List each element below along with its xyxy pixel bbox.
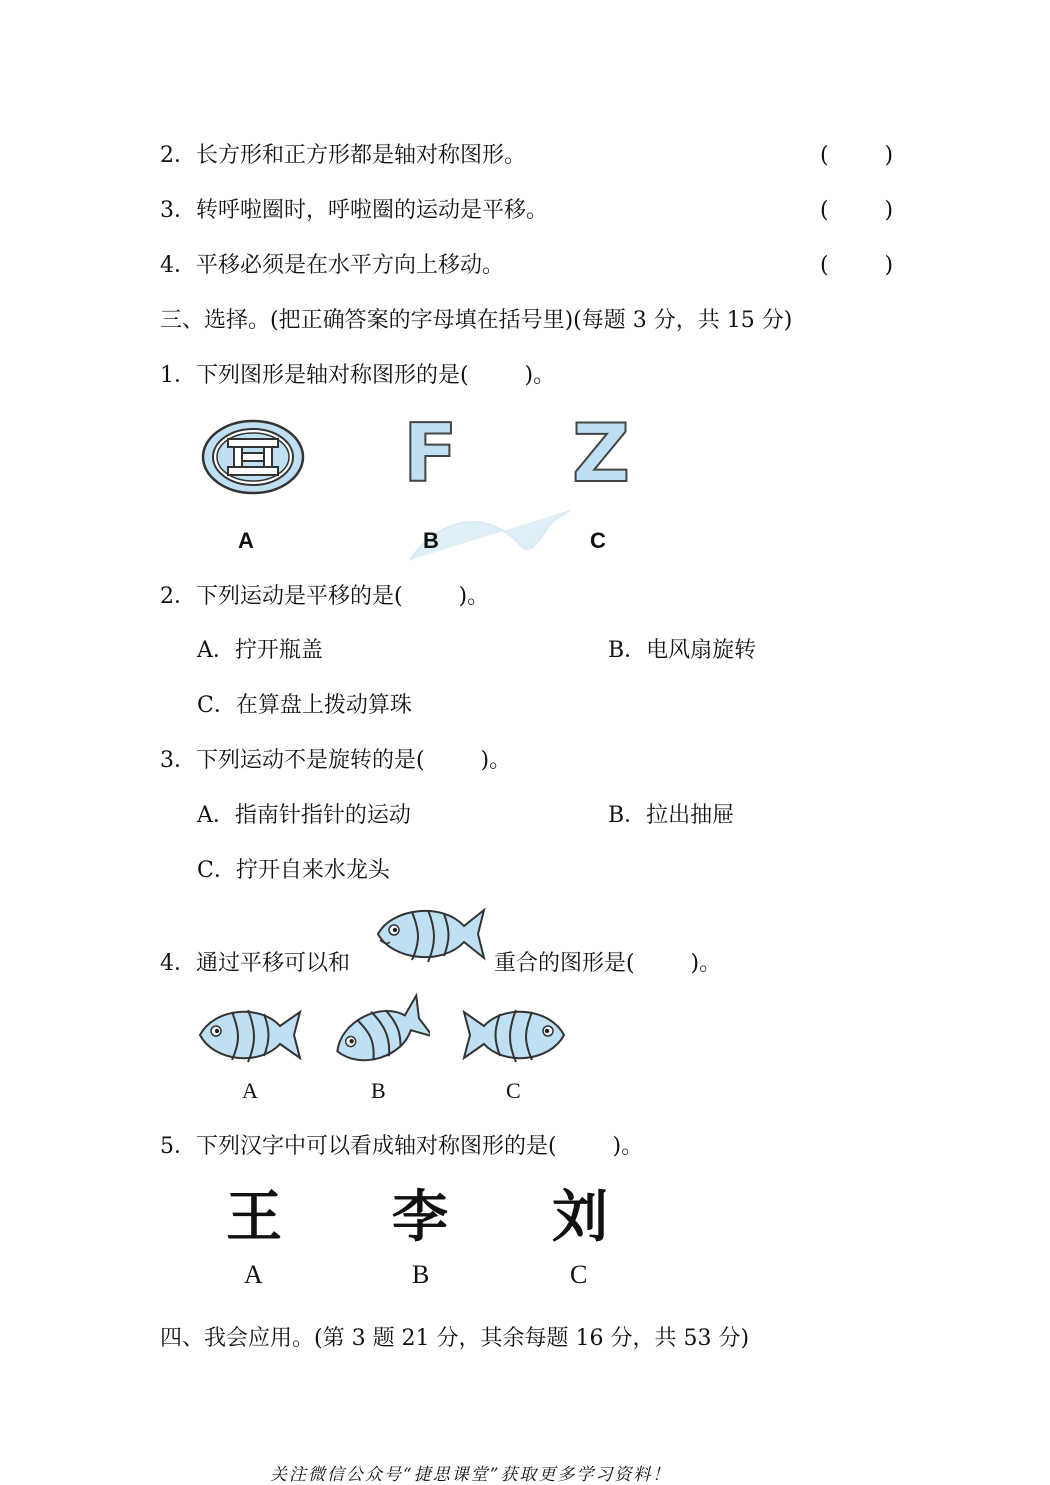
answer-bracket[interactable]: ( ) — [820, 143, 894, 168]
option-label-c: C — [570, 1260, 588, 1289]
answer-bracket[interactable]: ( ) — [820, 198, 894, 223]
option-label-a: A — [238, 528, 254, 553]
option-c: C．拧开自来水龙头 — [197, 858, 390, 883]
option-label-b: B — [371, 1078, 386, 1103]
hanzi-wang: 王 — [226, 1185, 282, 1250]
footer-note: 关注微信公众号“捷思课堂”获取更多学习资料！ — [270, 1465, 672, 1485]
question-4-part1: 4．通过平移可以和 — [160, 951, 350, 976]
question-1: 1．下列图形是轴对称图形的是( )。 — [160, 363, 556, 388]
fish-option-a-icon — [196, 1004, 304, 1066]
option-a: A．指南针指针的运动 — [197, 803, 411, 828]
hanzi-liu: 刘 — [552, 1185, 608, 1250]
question-3: 3．下列运动不是旋转的是( )。 — [160, 748, 512, 773]
option-b: B．电风扇旋转 — [608, 638, 757, 663]
option-a: A．拧开瓶盖 — [197, 638, 323, 663]
option-label-a: A — [242, 1078, 258, 1103]
fish-icon — [372, 902, 490, 966]
judge-item-4: 4．平移必须是在水平方向上移动。 — [160, 253, 504, 278]
fish-option-b-icon — [330, 990, 430, 1068]
option-label-b: B — [412, 1260, 430, 1289]
hanzi-li: 李 — [392, 1185, 448, 1250]
judge-item-2: 2．长方形和正方形都是轴对称图形。 — [160, 143, 526, 168]
option-c: C．在算盘上拨动算珠 — [197, 693, 412, 718]
option-label-c: C — [590, 528, 606, 553]
option-b: B．拉出抽屉 — [608, 803, 735, 828]
question-4-part2: 重合的图形是( )。 — [494, 951, 722, 976]
option-label-c: C — [506, 1078, 521, 1103]
letter-f-figure: F — [403, 407, 458, 500]
bank-logo-icon — [200, 418, 306, 496]
answer-bracket[interactable]: ( ) — [820, 253, 894, 278]
section-heading: 三、选择。(把正确答案的字母填在括号里)(每题 3 分，共 15 分) — [160, 308, 793, 333]
option-label-a: A — [244, 1260, 263, 1289]
question-2: 2．下列运动是平移的是( )。 — [160, 584, 490, 609]
judge-item-3: 3．转呼啦圈时，呼啦圈的运动是平移。 — [160, 198, 548, 223]
letter-z-figure: Z — [572, 407, 631, 500]
option-label-b: B — [423, 528, 439, 553]
question-5: 5．下列汉字中可以看成轴对称图形的是( )。 — [160, 1134, 644, 1159]
fish-option-c-icon — [456, 1004, 568, 1066]
section-heading: 四、我会应用。(第 3 题 21 分，其余每题 16 分，共 53 分) — [160, 1326, 750, 1351]
